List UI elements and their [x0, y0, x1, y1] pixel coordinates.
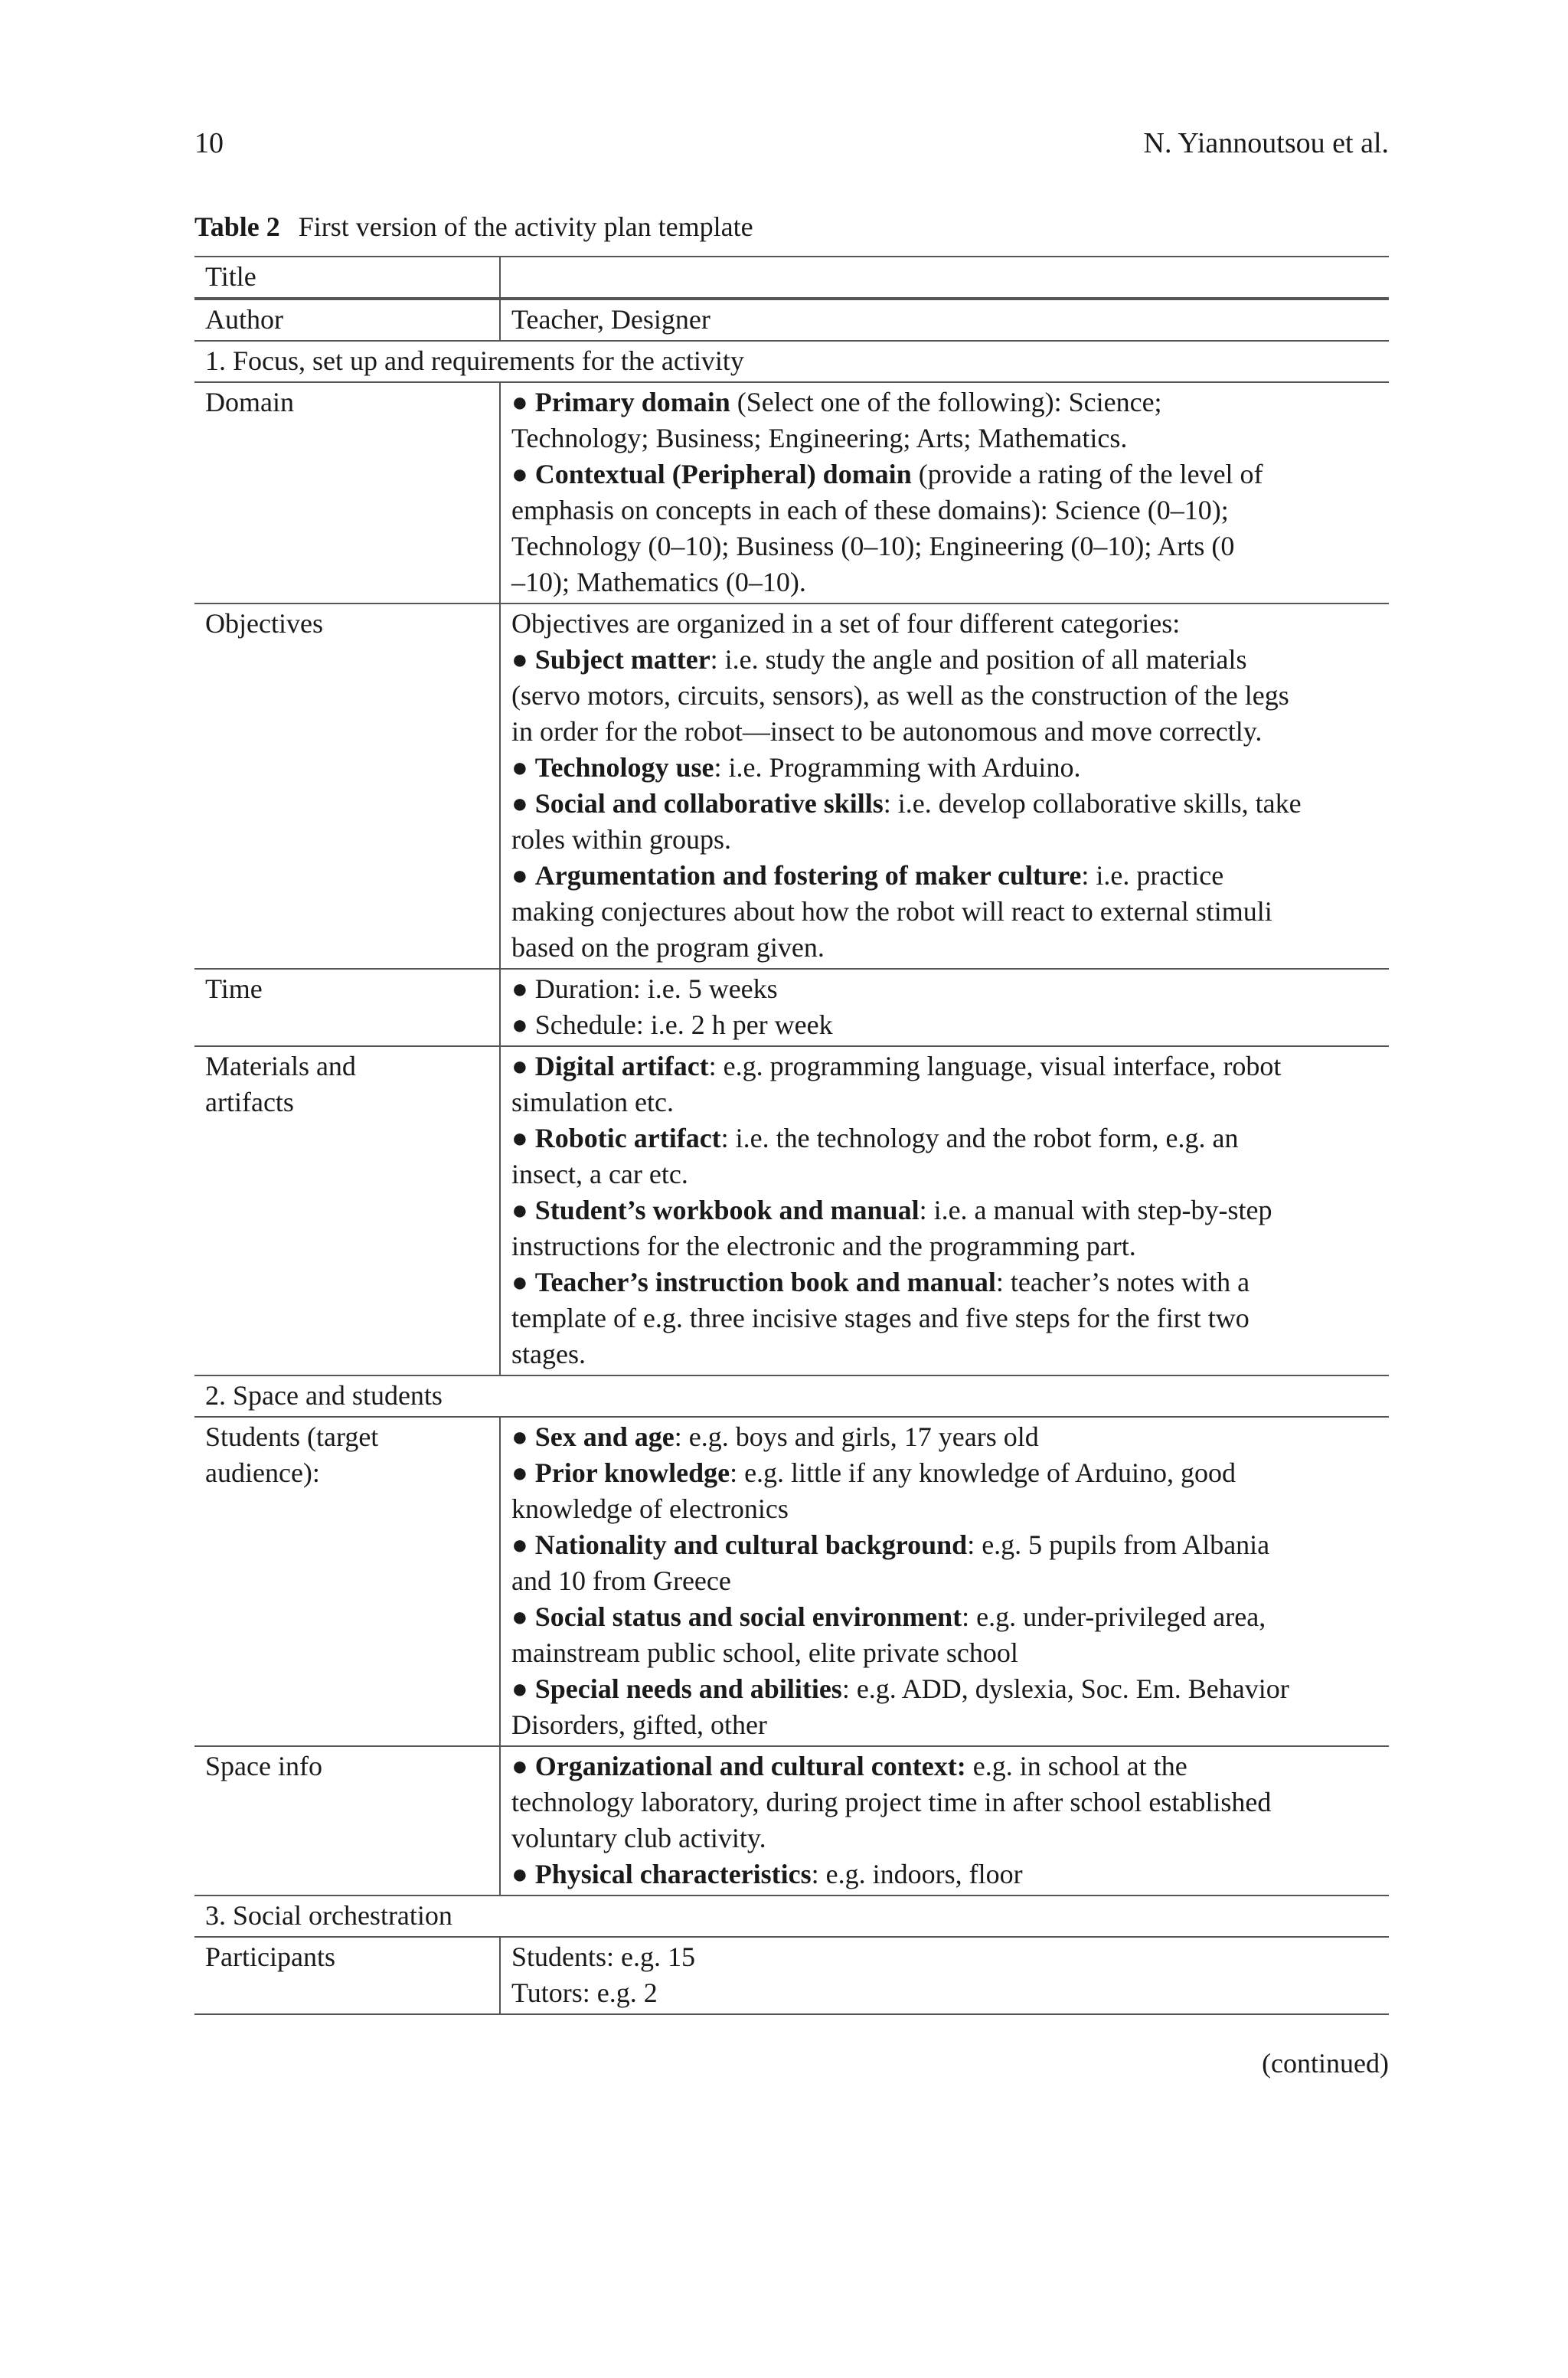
page-number: 10	[194, 127, 224, 159]
row-value-students: ● Sex and age: e.g. boys and girls, 17 years old ● Prior knowledge: e.g. little if any knowledge of Arduino, good knowledge of electronics ● Nationality and cultural background: e.g. 5 pupils from Albania and 10 from Greece ● Social status and social environment: e.g. under-privileged area, mainstream public school, elite private school ● Special needs and abilities: e.g. ADD, dyslexia, Soc. Em. Behavior Disorders, gifted, other	[500, 1417, 1389, 1746]
domain-primary: ● Primary domain (Select one of the following): Science;	[511, 387, 1162, 417]
continued-note: (continued)	[1262, 2048, 1389, 2079]
bullet-icon: ●	[511, 1751, 528, 1781]
row-label-students: Students (target audience):	[205, 1421, 379, 1488]
table-row-participants	[194, 1937, 1389, 2014]
running-head-authors: N. Yiannoutsou et al.	[1143, 127, 1389, 159]
table-row-title	[194, 257, 1389, 299]
row-value-time: ● Duration: i.e. 5 weeks ● Schedule: i.e. 2 h per week	[500, 969, 1389, 1046]
bullet-icon: ●	[511, 1529, 528, 1560]
row-label-participants: Participants	[205, 1941, 335, 1972]
bullet-icon: ●	[511, 788, 528, 819]
row-value-participants: Students: e.g. 15 Tutors: e.g. 2	[500, 1937, 1389, 2014]
table-row-author	[194, 299, 1389, 341]
bullet-icon: ●	[511, 1195, 528, 1225]
table-row-space	[194, 1746, 1389, 1896]
row-value-materials: ● Digital artifact: e.g. programming language, visual interface, robot simulation etc. ● Robotic artifact: i.e. the technology and the robot form, e.g. an insect, a car etc. ● Student’s workbook and manual: i.e. a manual with step-by-step instructions for the electronic and the programming part. ● Teacher’s instruction book and manual: teacher’s notes with a template of e.g. three incisive stages and five steps for the first two stages.	[500, 1046, 1389, 1375]
row-value-objectives: Objectives are organized in a set of four different categories: ● Subject matter: i.e. study the angle and position of all materials (servo motors, circuits, sensors), as well as the construction of the legs in order for the robot—insect to be autonomous and move correctly. ● Technology use: i.e. Programming with Arduino. ● Social and collaborative skills: i.e. develop collaborative skills, take roles within groups. ● Argumentation and fostering of maker culture: i.e. practice making conjectures about how the robot will react to external stimuli based on the program given.	[500, 603, 1389, 969]
bullet-icon: ●	[511, 1859, 528, 1889]
activity-plan-table	[194, 256, 1389, 2015]
row-value-title	[500, 257, 1389, 299]
bullet-icon: ●	[511, 860, 528, 891]
section-heading-2: 2. Space and students	[205, 1380, 443, 1411]
table-caption	[194, 210, 1389, 244]
objective-argumentation: ● Argumentation and fostering of maker culture: i.e. practice	[511, 860, 1224, 891]
objective-technology: ● Technology use: i.e. Programming with Arduino.	[511, 752, 1081, 783]
section-heading-3: 3. Social orchestration	[205, 1900, 452, 1931]
table-caption-label: Table 2	[194, 211, 280, 242]
row-value-space: ● Organizational and cultural context: e.g. in school at the technology laboratory, during project time in after school established voluntary club activity. ● Physical characteristics: e.g. indoors, floor	[500, 1746, 1389, 1896]
section-heading-1: 1. Focus, set up and requirements for the activity	[205, 345, 744, 376]
row-label-space: Space info	[205, 1751, 322, 1781]
row-value-author: Teacher, Designer	[500, 299, 1389, 341]
row-label-objectives: Objectives	[205, 608, 323, 639]
section-row-1	[194, 341, 1389, 382]
bullet-icon: ●	[511, 752, 528, 783]
row-label-materials: Materials and artifacts	[205, 1051, 356, 1117]
bullet-icon: ●	[511, 1673, 528, 1704]
section-row-2	[194, 1375, 1389, 1417]
table-row-time	[194, 969, 1389, 1046]
bullet-icon: ●	[511, 387, 528, 417]
objective-subject: ● Subject matter: i.e. study the angle and position of all materials	[511, 644, 1247, 675]
table-row-materials	[194, 1046, 1389, 1375]
table-row-domain	[194, 382, 1389, 603]
bullet-icon: ●	[511, 1601, 528, 1632]
row-label-time: Time	[205, 973, 263, 1004]
objective-social: ● Social and collaborative skills: i.e. develop collaborative skills, take	[511, 788, 1302, 819]
row-value-domain: ● Primary domain (Select one of the following): Science; Technology; Business; Engineering; Arts; Mathematics. ● Contextual (Peripheral) domain (provide a rating of the level of emphasis on concepts in each of these domains): Science (0‒10); Technology (0‒10); Business (0‒10); Engineering (0‒10); Arts (0 ‒10); Mathematics (0‒10).	[500, 382, 1389, 603]
bullet-icon: ●	[511, 1051, 528, 1081]
table-row-students	[194, 1417, 1389, 1746]
row-label-title: Title	[205, 261, 256, 292]
section-row-3	[194, 1896, 1389, 1937]
table-row-objectives	[194, 603, 1389, 969]
bullet-icon: ●	[511, 1267, 528, 1297]
bullet-icon: ●	[511, 973, 528, 1004]
bullet-icon: ●	[511, 644, 528, 675]
bullet-icon: ●	[511, 1421, 528, 1452]
row-label-domain: Domain	[205, 387, 294, 417]
domain-contextual: ● Contextual (Peripheral) domain (provide a rating of the level of	[511, 459, 1263, 489]
row-label-author: Author	[205, 304, 283, 335]
bullet-icon: ●	[511, 1123, 528, 1153]
bullet-icon: ●	[511, 459, 528, 489]
bullet-icon: ●	[511, 1457, 528, 1488]
bullet-icon: ●	[511, 1009, 528, 1040]
table-caption-text: First version of the activity plan template	[298, 211, 753, 242]
